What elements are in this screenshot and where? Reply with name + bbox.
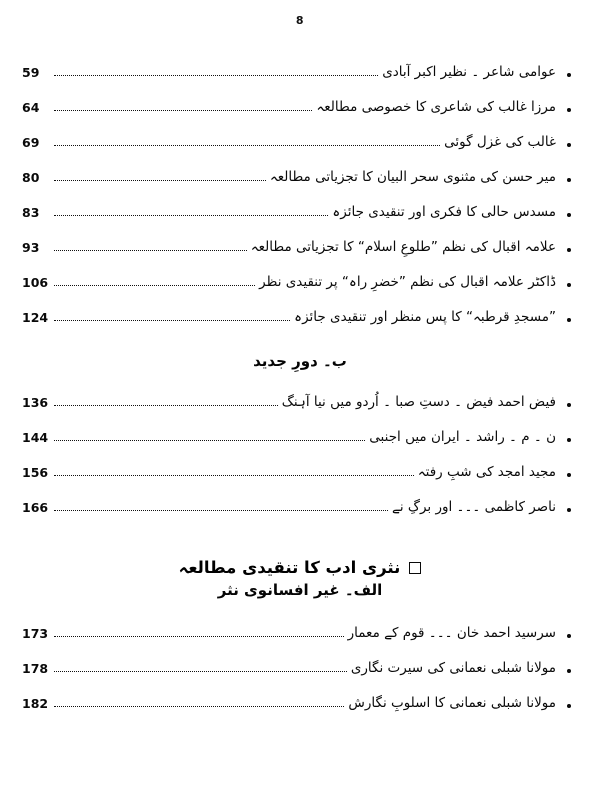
leader-dots: [52, 258, 257, 293]
bullet-icon: [560, 473, 578, 483]
leader-dots: [52, 188, 330, 223]
leader-dots: [52, 223, 249, 258]
toc-entry-title: مولانا شبلی نعمانی کی سیرت نگاری: [350, 659, 556, 676]
toc-entry-page: 182: [22, 696, 49, 711]
leader-dots: [52, 378, 280, 413]
toc-entry[interactable]: [22, 83, 578, 118]
leader-dots: [52, 118, 442, 153]
bullet-icon: [560, 143, 578, 153]
toc-entry-page: 59: [22, 65, 40, 80]
toc-entry-page: 166: [22, 500, 49, 515]
toc-entry-title: مسدس حالی کا فکری اور تنقیدی جائزہ: [332, 203, 556, 220]
toc-entry-title: سرسید احمد خان ۔۔۔ قوم کے معمار: [347, 624, 556, 641]
toc-entry-title: ”مسجدِ قرطبہ“ کا پس منظر اور تنقیدی جائزہ: [294, 308, 556, 325]
bullet-icon: [560, 634, 578, 644]
toc-entry-page: 93: [22, 240, 40, 255]
toc-entry[interactable]: [22, 293, 578, 328]
major-section-heading: [22, 548, 578, 579]
toc-entry[interactable]: [22, 483, 578, 518]
toc-entry-title: غالب کی غزل گوئی: [444, 133, 556, 150]
toc-entry[interactable]: [22, 223, 578, 258]
leader-dots: [52, 413, 367, 448]
toc-entry-title: عوامی شاعر ۔ نظیر اکبر آبادی: [382, 63, 556, 80]
leader-dots: [52, 48, 380, 83]
subsection-heading-modern-era: ب۔ دورِ جدید: [253, 352, 347, 370]
toc-section-poetry-classical: [22, 48, 578, 328]
toc-entry-title: مولانا شبلی نعمانی کا اسلوبِ نگارش: [348, 694, 556, 711]
toc-entry[interactable]: [22, 48, 578, 83]
leader-dots: [52, 153, 268, 188]
bullet-icon: [560, 283, 578, 293]
leader-dots: [52, 644, 349, 679]
bullet-icon: [560, 669, 578, 679]
toc-entry-page: 173: [22, 626, 49, 641]
major-section-title: نثری ادب کا تنقیدی مطالعہ: [178, 558, 401, 577]
toc-entry-page: 144: [22, 430, 49, 445]
toc-entry-title: مرزا غالب کی شاعری کا خصوصی مطالعہ: [316, 98, 556, 115]
bullet-icon: [560, 73, 578, 83]
leader-dots: [52, 609, 346, 644]
bullet-icon: [560, 318, 578, 328]
toc-entry-title: ناصر کاظمی ۔۔۔ اور برگِ نے: [391, 498, 556, 515]
toc-entry[interactable]: [22, 118, 578, 153]
toc-entry[interactable]: [22, 644, 578, 679]
toc-entry[interactable]: [22, 609, 578, 644]
bullet-icon: [560, 248, 578, 258]
spacer: [22, 518, 578, 548]
leader-dots: [52, 293, 292, 328]
toc-entry-title: ڈاکٹر علامہ اقبال کی نظم ”خضرِ راہ“ پر تنقیدی نظر: [259, 273, 556, 290]
page-folio-number: 8: [295, 14, 305, 27]
leader-dots: [52, 483, 390, 518]
toc-section-prose-nonfiction: [22, 609, 578, 714]
toc-entry-title: ن ۔ م ۔ راشد ۔ ایران میں اجنبی: [369, 428, 556, 445]
toc-entry-page: 106: [22, 275, 49, 290]
toc-entry-page: 136: [22, 395, 49, 410]
toc-entry[interactable]: [22, 448, 578, 483]
toc-content: [0, 48, 600, 714]
toc-entry[interactable]: [22, 188, 578, 223]
bullet-icon: [560, 508, 578, 518]
toc-entry-page: 80: [22, 170, 40, 185]
leader-dots: [52, 448, 416, 483]
toc-entry[interactable]: [22, 413, 578, 448]
leader-dots: [52, 83, 314, 118]
bullet-icon: [560, 438, 578, 448]
bullet-icon: [560, 108, 578, 118]
toc-entry[interactable]: [22, 258, 578, 293]
toc-entry[interactable]: [22, 679, 578, 714]
toc-entry-title: علامہ اقبال کی نظم ”طلوعِ اسلام“ کا تجزیاتی مطالعہ: [250, 238, 556, 255]
leader-dots: [52, 679, 346, 714]
toc-entry[interactable]: [22, 153, 578, 188]
toc-entry-title: فیض احمد فیض ۔ دستِ صبا ۔ اُردو میں نیا آہنگ: [281, 393, 556, 410]
subsection-heading-non-fiction-prose: الف۔ غیر افسانوی نثر: [217, 581, 383, 599]
toc-entry-page: 69: [22, 135, 40, 150]
bullet-icon: [560, 704, 578, 714]
toc-entry-title: میر حسن کی مثنوی سحر البیان کا تجزیاتی مطالعہ: [269, 168, 556, 185]
toc-entry[interactable]: [22, 378, 578, 413]
toc-section-poetry-modern: [22, 378, 578, 518]
toc-entry-page: 83: [22, 205, 40, 220]
toc-entry-page: 64: [22, 100, 40, 115]
toc-entry-page: 156: [22, 465, 49, 480]
spacer: [22, 328, 578, 344]
bullet-icon: [560, 213, 578, 223]
toc-entry-page: 178: [22, 661, 49, 676]
toc-entry-title: مجید امجد کی شبِ رفتہ: [417, 463, 556, 480]
bullet-icon: [560, 403, 578, 413]
hollow-square-icon: [409, 562, 421, 574]
bullet-icon: [560, 178, 578, 188]
toc-entry-page: 124: [22, 310, 49, 325]
